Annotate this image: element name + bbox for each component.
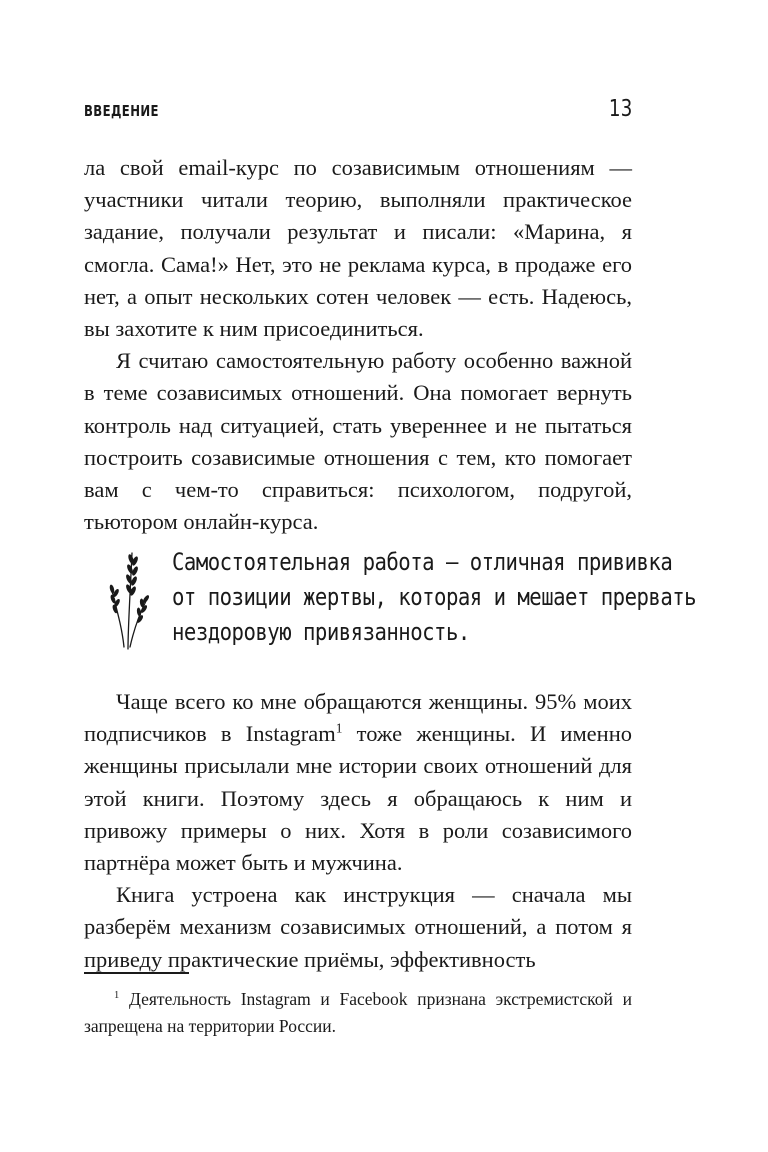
footnote-text: Деятельность Instagram и Facebook признана экстремистской и запрещена на территории России. (84, 989, 632, 1036)
body-text-bottom (84, 686, 632, 976)
callout-line: Самостоятельная работа – отличная прививка (172, 548, 673, 576)
paragraph-text: тоже женщины. И именно женщины присылали мне истории своих отношений для этой книги. Поэтому здесь я обращаюсь к ним и привожу примеры о них. Хотя в роли созависимого партнёра может быть и мужчина. (84, 721, 632, 876)
wheat-icon (104, 547, 152, 651)
paragraph-text: Чаще всего ко мне обращаются женщины. 95% моих подписчиков в Instagram (84, 689, 632, 747)
page-number: 13 (608, 96, 632, 122)
callout-text (172, 545, 697, 650)
footnote (84, 986, 632, 1040)
running-head: ВВЕДЕНИЕ (84, 102, 159, 120)
callout-quote (100, 543, 697, 653)
callout-line: нездоровую привязанность. (172, 618, 470, 646)
callout-line: от позиции жертвы, которая и мешает прервать (172, 583, 697, 611)
body-text-top (84, 152, 632, 538)
footnote-reference[interactable]: 1 (335, 720, 343, 736)
paragraph: Я считаю самостоятельную работу особенно важной в теме созависимых отношений. Она помогает вернуть контроль над ситуацией, стать увереннее и не пытаться построить созависимые отношения с тем, кто помогает вам с чем-то справиться: психологом, подругой, тьютором онлайн-курса. (84, 348, 632, 535)
paragraph-continued: ла свой email-курс по созависимым отношениям — участники читали теорию, выполняли практическое задание, получали результат и писали: «Марина, я смогла. Сама!» Нет, это не реклама курса, в продаже его нет, а опыт нескольких сотен человек — есть. Надеюсь, вы захотите к ним присоединиться. (84, 155, 632, 342)
footnote-divider (84, 972, 189, 974)
footnote-marker: 1 (114, 990, 120, 1002)
paragraph (84, 686, 632, 879)
paragraph: Книга устроена как инструкция — сначала мы разберём механизм созависимых отношений, а потом я приведу практические приёмы, эффективность (84, 882, 632, 972)
